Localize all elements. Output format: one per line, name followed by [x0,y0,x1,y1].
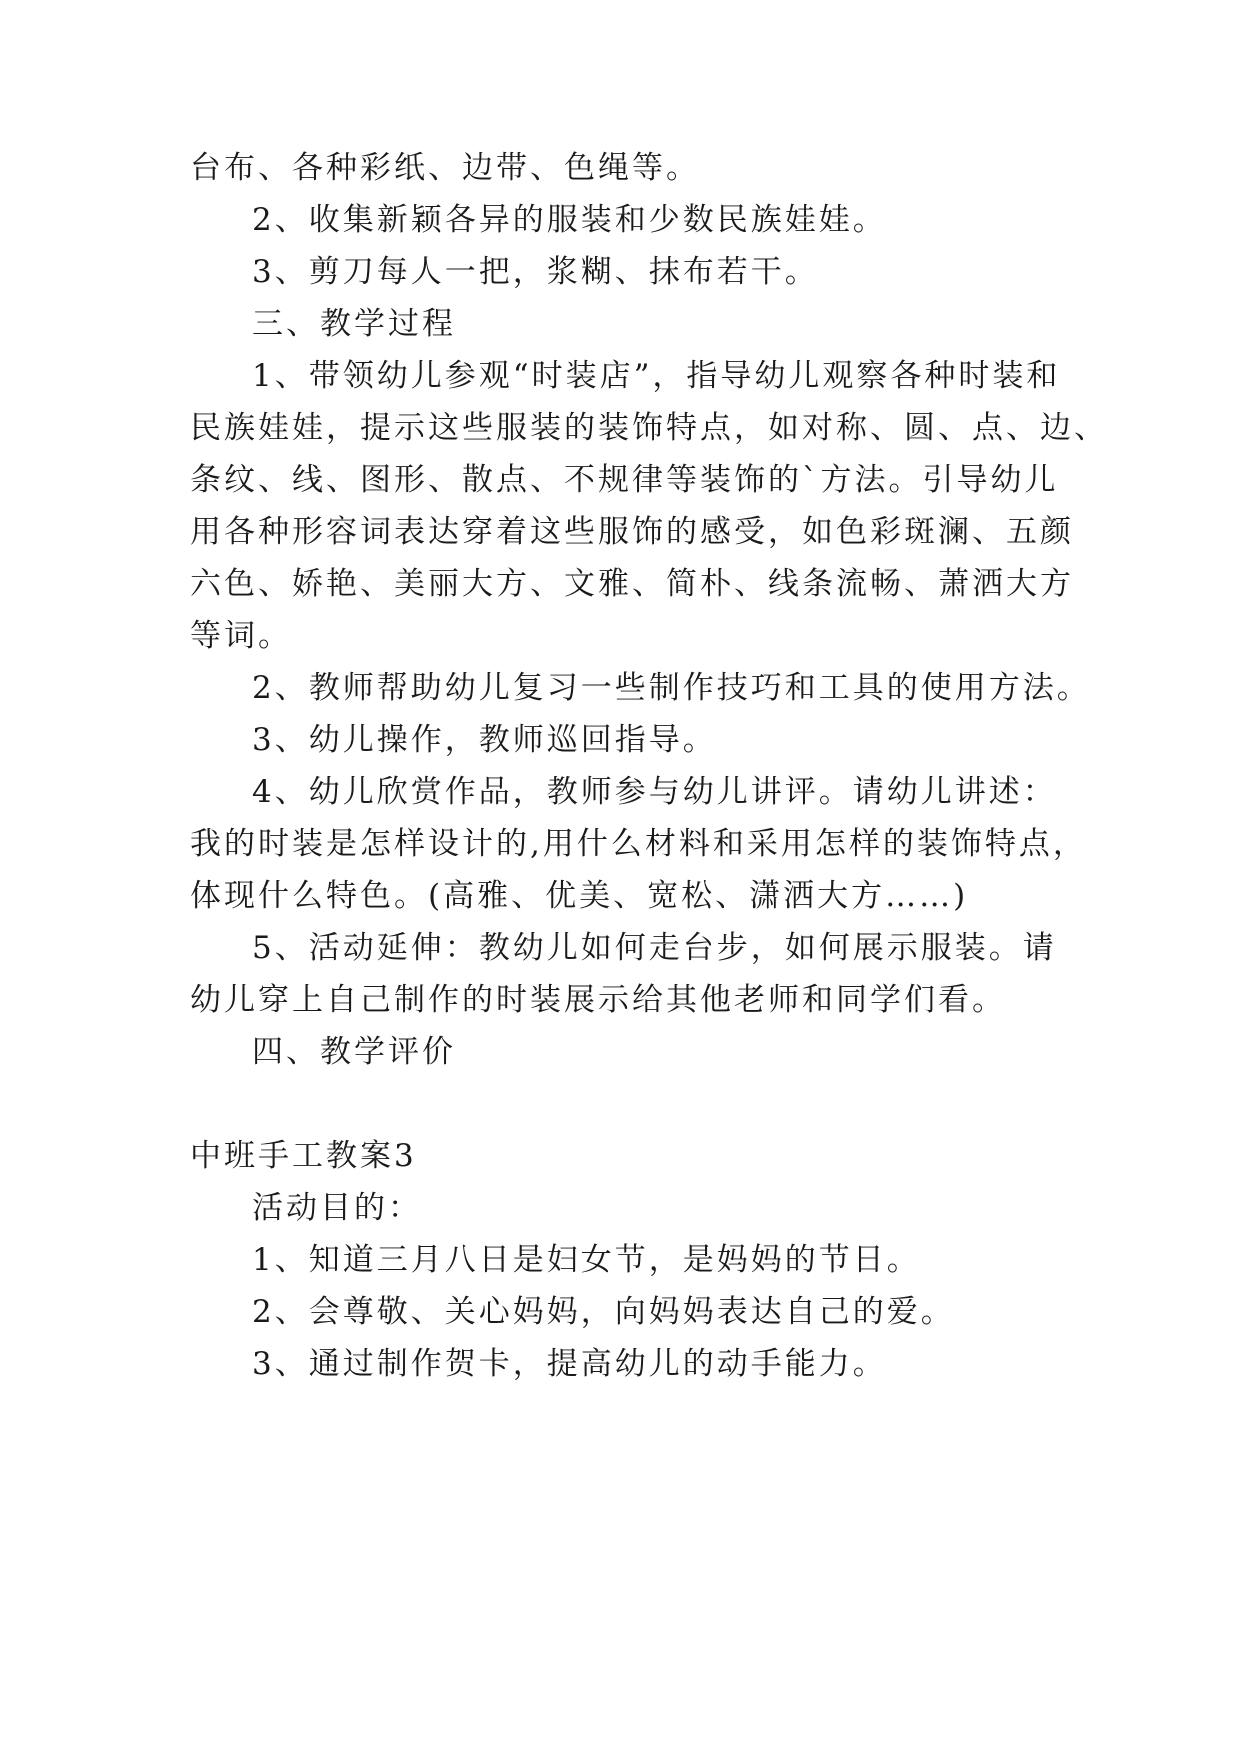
text-line: 3、幼儿操作，教师巡回指导。 [252,722,717,758]
section-heading: 三、教学过程 [252,306,456,342]
text-line: 体现什么特色。(高雅、优美、宽松、潇洒大方……) [190,878,969,914]
text-line: 3、剪刀每人一把，浆糊、抹布若干。 [252,254,819,290]
text-line: 4、幼儿欣赏作品，教师参与幼儿讲评。请幼儿讲述： [252,774,1057,810]
text-line: 1、知道三月八日是妇女节，是妈妈的节日。 [252,1242,921,1278]
text-line: 等词。 [190,618,292,654]
text-line: 5、活动延伸：教幼儿如何走台步，如何展示服装。请 [252,930,1057,966]
text-line: 3、通过制作贺卡，提高幼儿的动手能力。 [252,1346,887,1382]
section-heading: 四、教学评价 [252,1034,456,1070]
text-line: 1、带领幼儿参观“时装店”，指导幼儿观察各种时装和 [252,358,1061,394]
text-line: 六色、娇艳、美丽大方、文雅、简朴、线条流畅、萧洒大方 [190,566,1074,602]
text-line: 我的时装是怎样设计的,用什么材料和采用怎样的装饰特点， [190,826,1087,862]
text-line: 用各种形容词表达穿着这些服饰的感受，如色彩斑澜、五颜 [190,514,1074,550]
text-line: 2、收集新颖各异的服装和少数民族娃娃。 [252,202,887,238]
text-line: 台布、各种彩纸、边带、色绳等。 [190,150,700,186]
text-line: 条纹、线、图形、散点、不规律等装饰的`方法。引导幼儿 [190,462,1059,498]
text-line: 民族娃娃，提示这些服装的装饰特点，如对称、圆、点、边、 [190,410,1108,446]
text-line: 2、会尊敬、关心妈妈，向妈妈表达自己的爱。 [252,1294,955,1330]
text-line: 2、教师帮助幼儿复习一些制作技巧和工具的使用方法。 [252,670,1091,706]
section-heading: 活动目的： [252,1190,422,1226]
text-line: 幼儿穿上自己制作的时装展示给其他老师和同学们看。 [190,982,1006,1018]
document-title: 中班手工教案3 [190,1138,417,1174]
